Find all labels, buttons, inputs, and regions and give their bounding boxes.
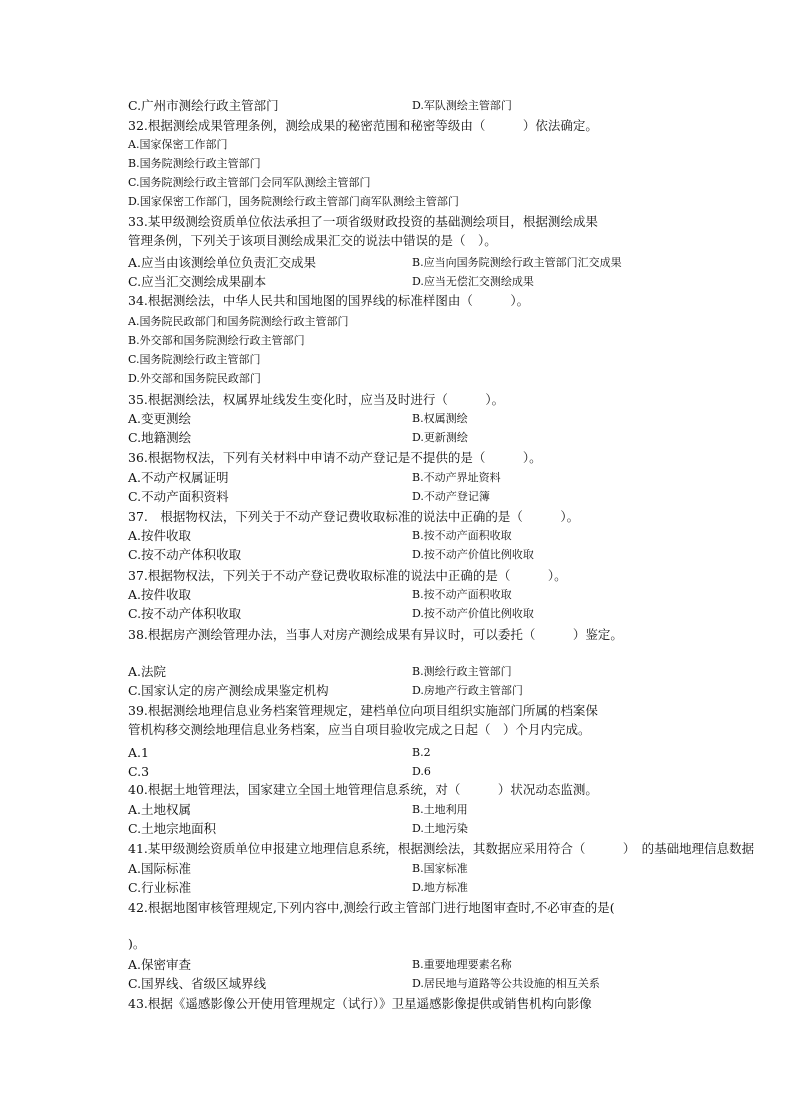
text-line: 32.根据测绘成果管理条例，测绘成果的秘密范围和秘密等级由（ ）依法确定。 (128, 118, 598, 133)
option-right: D.军队测绘主管部门 (412, 99, 512, 112)
option-right: B.按不动产面积收取 (412, 529, 512, 542)
option-right: B.测绘行政主管部门 (412, 665, 512, 678)
text-line: A.国务院民政部门和国务院测绘行政主管部门 (128, 315, 349, 328)
option-left: A.按件收取 (128, 528, 192, 543)
text-line: 39.根据测绘地理信息业务档案管理规定，建档单位向项目组织实施部门所属的档案保 (128, 703, 598, 718)
option-left: C.行业标准 (128, 880, 192, 895)
text-line: D.国家保密工作部门，国务院测绘行政主管部门商军队测绘主管部门 (128, 195, 459, 208)
option-right: D.居民地与道路等公共设施的相互关系 (412, 977, 600, 990)
option-left: A.国际标准 (128, 861, 192, 876)
option-left: C.按不动产体积收取 (128, 606, 242, 621)
option-left: A.保密审查 (128, 957, 192, 972)
text-line: B.国务院测绘行政主管部门 (128, 157, 261, 170)
text-line: C.国务院测绘行政主管部门 (128, 353, 261, 366)
option-right: D.不动产登记簿 (412, 490, 490, 503)
text-line: 43.根据《遥感影像公开使用管理规定（试行）》卫星遥感影像提供或销售机构向影像 (128, 996, 592, 1011)
option-right: D.按不动产价值比例收取 (412, 548, 534, 561)
option-right: D.按不动产价值比例收取 (412, 607, 534, 620)
option-left: C.广州市测绘行政主管部门 (128, 98, 279, 113)
option-left: A.变更测绘 (128, 411, 192, 426)
text-line: 38.根据房产测绘管理办法，当事人对房产测绘成果有异议时，可以委托（ ）鉴定。 (128, 627, 623, 642)
option-right: B.权属测绘 (412, 412, 468, 425)
option-left: C.应当汇交测绘成果副本 (128, 274, 267, 289)
option-right: B.土地利用 (412, 803, 468, 816)
text-line: 40.根据土地管理法，国家建立全国土地管理信息系统，对（ ）状况动态监测。 (128, 782, 598, 797)
option-left: C.不动产面积资料 (128, 489, 229, 504)
text-line: )。 (128, 936, 146, 951)
text-line: D.外交部和国务院民政部门 (128, 372, 261, 385)
text-line: 42.根据地图审核管理规定,下列内容中,测绘行政主管部门进行地图审查时,不必审查的是( (128, 900, 615, 915)
option-right: D.更新测绘 (412, 431, 468, 444)
text-line: 33.某甲级测绘资质单位依法承担了一项省级财政投资的基础测绘项目，根据测绘成果 (128, 214, 598, 229)
text-line: C.国务院测绘行政主管部门会同军队测绘主管部门 (128, 176, 371, 189)
text-line: 36.根据物权法，下列有关材料中申请不动产登记是不提供的是（ ）。 (128, 450, 542, 465)
option-right: B.重要地理要素名称 (412, 958, 512, 971)
option-right: B.按不动产面积收取 (412, 588, 512, 601)
option-left: C.3 (128, 764, 150, 779)
option-right: D.房地产行政主管部门 (412, 684, 523, 697)
option-right: D.土地污染 (412, 822, 468, 835)
option-left: C.国家认定的房产测绘成果鉴定机构 (128, 683, 329, 698)
option-left: C.按不动产体积收取 (128, 547, 242, 562)
option-left: A.应当由该测绘单位负责汇交成果 (128, 255, 317, 270)
option-left: A.土地权属 (128, 802, 192, 817)
text-line: 34.根据测绘法，中华人民共和国地图的国界线的标准样图由（ ）。 (128, 293, 530, 308)
option-left: C.国界线、省级区域界线 (128, 976, 267, 991)
option-left: A.不动产权属证明 (128, 470, 229, 485)
option-left: A.按件收取 (128, 587, 192, 602)
option-left: C.地籍测绘 (128, 430, 192, 445)
option-left: A.法院 (128, 664, 167, 679)
text-line: B.外交部和国务院测绘行政主管部门 (128, 334, 305, 347)
option-right: D.地方标准 (412, 881, 468, 894)
option-right: B.2 (412, 746, 431, 759)
option-right: D.6 (412, 765, 431, 778)
text-line: A.国家保密工作部门 (128, 138, 228, 151)
text-line: 37.根据物权法，下列关于不动产登记费收取标准的说法中正确的是（ ）。 (128, 568, 567, 583)
text-line: 35.根据测绘法，权属界址线发生变化时，应当及时进行（ ）。 (128, 392, 505, 407)
option-right: D.应当无偿汇交测绘成果 (412, 275, 534, 288)
option-right: B.国家标准 (412, 862, 468, 875)
option-right: B.不动产界址资料 (412, 471, 501, 484)
option-right: B.应当向国务院测绘行政主管部门汇交成果 (412, 256, 622, 269)
text-line: 管理条例，下列关于该项目测绘成果汇交的说法中错误的是（ ）。 (128, 233, 497, 248)
text-line: 管机构移交测绘地理信息业务档案，应当自项目验收完成之日起（ ）个月内完成。 (128, 722, 591, 737)
option-left: A.1 (128, 745, 149, 760)
text-line: 41.某甲级测绘资质单位申报建立地理信息系统，根据测绘法，其数据应采用符合（ ） 的基础地理信息数据 (128, 841, 755, 856)
option-left: C.土地宗地面积 (128, 821, 217, 836)
text-line: 37. 根据物权法，下列关于不动产登记费收取标准的说法中正确的是（ ）。 (128, 509, 580, 524)
